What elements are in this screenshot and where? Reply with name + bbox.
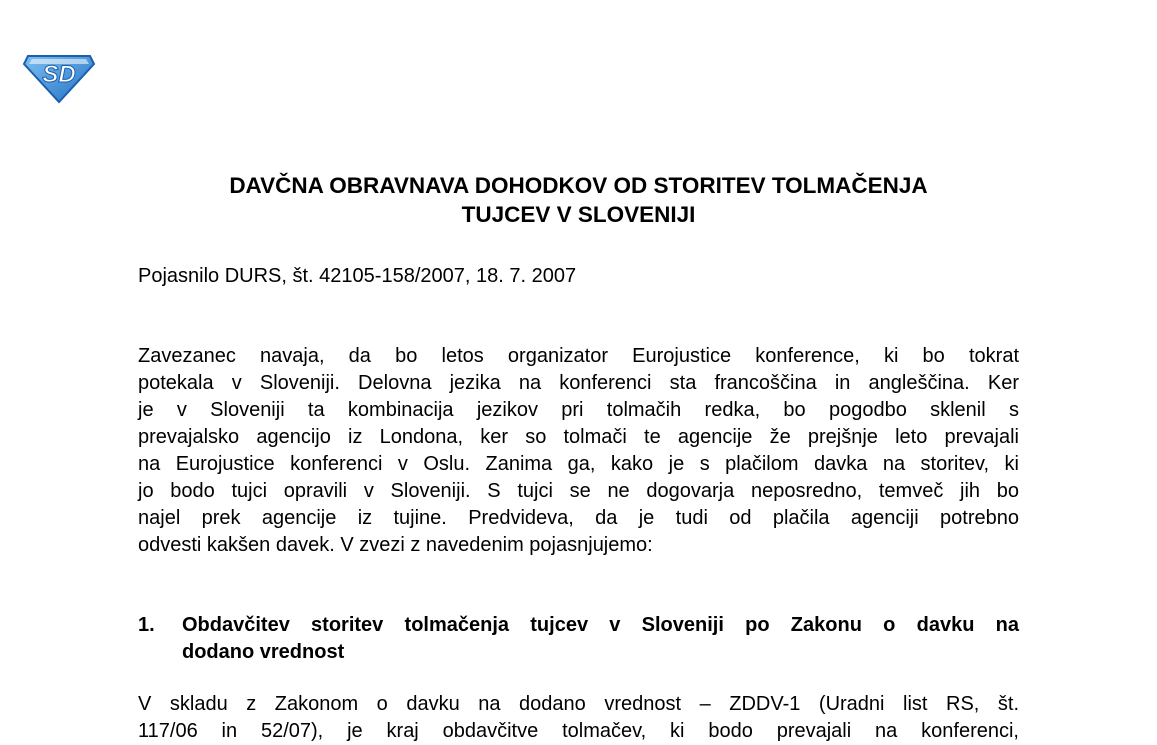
reference-line: Pojasnilo DURS, št. 42105-158/2007, 18. 7. 2007: [138, 265, 577, 287]
paragraph-line: V skladu z Zakonom o davku na dodano vrednost – ZDDV-1 (Uradni list RS, št.: [138, 693, 1019, 715]
paragraph-line: najel prek agencije iz tujine. Predvideva, da je tudi od plačila agenciji potrebno: [138, 507, 1019, 529]
paragraph-line: odvesti kakšen davek. V zvezi z navedenim pojasnjujemo:: [138, 534, 653, 556]
document-title: [0, 171, 1157, 229]
section-1-paragraph: [138, 691, 1019, 745]
paragraph-line: prevajalsko agencijo iz Londona, ker so tolmači te agencije že prejšnje leto prevajali: [138, 426, 1019, 448]
heading-line: dodano vrednost: [182, 641, 345, 663]
paragraph-line: jo bodo tujci opravili v Sloveniji. S tujci se ne dogovarja neposredno, temveč jih bo: [138, 480, 1019, 502]
title-line-2: TUJCEV V SLOVENIJI: [461, 202, 696, 227]
paragraph-line: potekala v Sloveniji. Delovna jezika na konferenci sta francoščina in angleščina. Ker: [138, 372, 1019, 394]
paragraph-line: Zavezanec navaja, da bo letos organizator Eurojustice konference, ki bo tokrat: [138, 345, 1019, 367]
title-line-1: DAVČNA OBRAVNAVA DOHODKOV OD STORITEV TOLMAČENJA: [229, 173, 928, 198]
section-number: 1.: [138, 614, 155, 636]
paragraph-line: je v Sloveniji ta kombinacija jezikov pri tolmačih redka, bo pogodbo sklenil s: [138, 399, 1019, 421]
intro-paragraph: [138, 343, 1019, 559]
sd-logo: [22, 48, 96, 104]
paragraph-line: na Eurojustice konferenci v Oslu. Zanima ga, kako je s plačilom davka na storitev, ki: [138, 453, 1019, 475]
section-heading-text: [182, 612, 1019, 666]
paragraph-line: 117/06 in 52/07), je kraj obdavčitve tolmačev, ki bodo prevajali na konferenci,: [138, 720, 1019, 742]
logo-letters: SD: [42, 61, 76, 88]
heading-line: Obdavčitev storitev tolmačenja tujcev v Sloveniji po Zakonu o davku na: [182, 614, 1019, 636]
